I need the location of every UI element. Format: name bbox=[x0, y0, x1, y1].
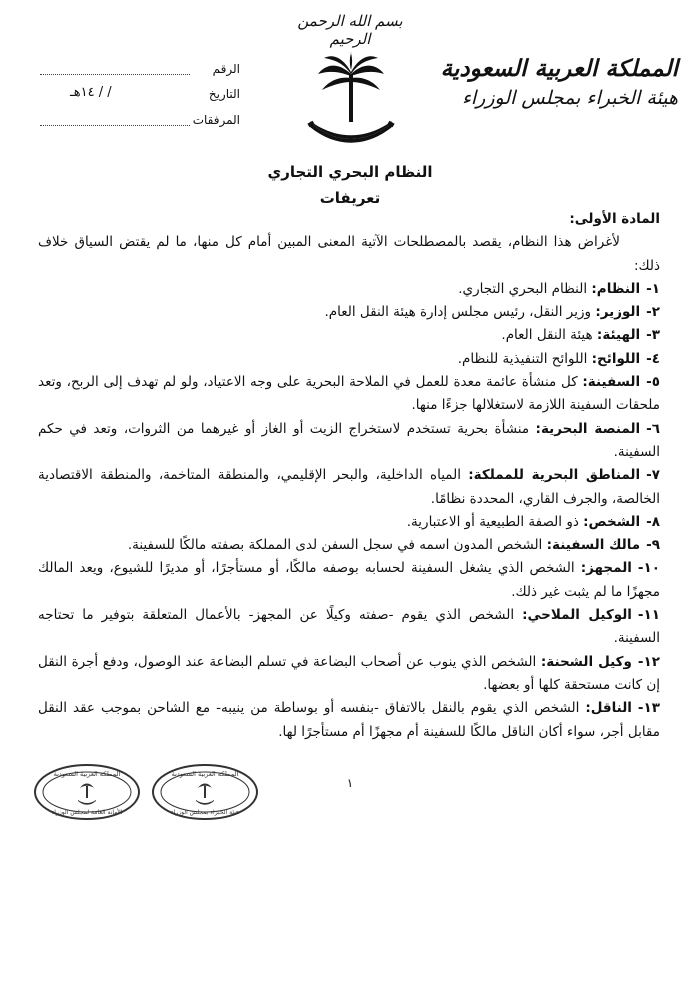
definition-item bbox=[38, 371, 660, 418]
attachments-field bbox=[40, 113, 240, 133]
definition-number: ١١- bbox=[637, 607, 660, 624]
definition-number: ٣- bbox=[646, 327, 660, 344]
definition-term: المناطق البحرية للمملكة: bbox=[468, 467, 641, 484]
definition-number: ١٣- bbox=[637, 700, 660, 717]
experts-stamp bbox=[150, 762, 260, 822]
reference-field bbox=[40, 62, 240, 82]
date-value: / / ١٤هـ bbox=[70, 85, 112, 100]
attachments-line bbox=[40, 125, 190, 126]
definition-term: الناقل: bbox=[585, 700, 632, 717]
definition-number: ٥- bbox=[646, 374, 660, 391]
secretariat-stamp bbox=[32, 762, 142, 822]
definition-text: وزير النقل، رئيس مجلس إدارة هيئة النقل العام. bbox=[324, 304, 592, 321]
definition-number: ٨- bbox=[646, 513, 660, 530]
article-intro: لأغراض هذا النظام، يقصد بالمصطلحات الآتية المعنى المبين أمام كل منها، ما لم يقتض السياق خلاف ذلك: bbox=[38, 234, 660, 274]
definition-term: اللوائح: bbox=[591, 350, 641, 367]
definition-term: الوزير: bbox=[595, 304, 641, 321]
bismillah: بسم الله الرحمن الرحيم bbox=[297, 12, 403, 48]
definition-term: المجهز: bbox=[580, 560, 632, 577]
stamp-left-bottom: الأمانة العامة لمجلس الوزراء bbox=[51, 809, 123, 816]
definition-text: المياه الداخلية، والبحر الإقليمي، والمنطقة المتاخمة، والمنطقة الاقتصادية الخالصة، والجرف القاري، المحددة نظامًا. bbox=[38, 467, 660, 507]
stamp-left-top: المملكة العربية السعودية bbox=[53, 770, 121, 778]
definition-number: ٩- bbox=[646, 537, 660, 554]
kingdom-name: المملكة العربية السعودية bbox=[440, 55, 678, 82]
authority-name: هيئة الخبراء بمجلس الوزراء bbox=[461, 87, 678, 109]
definition-item bbox=[38, 534, 660, 557]
definition-item bbox=[38, 278, 660, 301]
definition-item bbox=[38, 557, 660, 604]
definition-item bbox=[38, 604, 660, 651]
definition-number: ١٠- bbox=[637, 560, 660, 577]
definition-number: ١- bbox=[646, 280, 660, 297]
definition-text: اللوائح التنفيذية للنظام. bbox=[457, 350, 588, 367]
definition-term: النظام: bbox=[591, 280, 641, 297]
definition-text: الشخص الذي يشغل السفينة لحسابه بوصفه مالكًا، أو مستأجرًا، أو مديرًا للشيوع، ويعد المالك مجهزًا ما لم يثبت غير ذلك. bbox=[38, 560, 660, 600]
page-number: ١ bbox=[346, 776, 354, 790]
definition-item bbox=[38, 301, 660, 324]
date-field bbox=[40, 87, 240, 107]
definition-number: ١٢- bbox=[637, 653, 661, 670]
reference-label: الرقم bbox=[212, 62, 240, 76]
definition-text: النظام البحري التجاري. bbox=[458, 280, 588, 297]
definition-term: الوكيل الملاحي: bbox=[522, 607, 632, 624]
article-body bbox=[38, 208, 660, 744]
document-title: النظام البحري التجاري bbox=[267, 163, 433, 181]
stamp-right-bottom: هيئة الخبراء بمجلس الوزراء bbox=[170, 809, 240, 816]
definition-term: المنصة البحرية: bbox=[535, 420, 641, 437]
definition-item bbox=[38, 697, 660, 744]
definition-item bbox=[38, 464, 660, 511]
definition-item bbox=[38, 418, 660, 465]
definition-item bbox=[38, 651, 660, 698]
definitions-list bbox=[38, 278, 660, 744]
date-label: التاريخ bbox=[208, 87, 240, 101]
definition-term: مالك السفينة: bbox=[546, 537, 641, 554]
definition-number: ٧- bbox=[646, 467, 660, 484]
article-heading: المادة الأولى: bbox=[569, 211, 660, 227]
definition-term: وكيل الشحنة: bbox=[540, 653, 632, 670]
definition-item bbox=[38, 348, 660, 371]
definition-item bbox=[38, 511, 660, 534]
definition-text: الشخص الذي يقوم بالنقل بالاتفاق -بنفسه أو بوساطة من ينيبه- مع الشاحن بموجب عقد النقل مقابل أجر، سواء أكان الناقل مالكًا للسفينة أم مجهزًا أم مستأجرًا لها. bbox=[38, 700, 660, 740]
definition-text: منشأة بحرية تستخدم لاستخراج الزيت أو الغاز أو غيرهما من الثروات، وتعد في حكم السفينة. bbox=[38, 420, 660, 460]
definition-text: الشخص الذي يقوم -صفته وكيلًا عن المجهز- بالأعمال المتعلقة بتوفير ما تحتاجه السفينة. bbox=[38, 607, 660, 647]
definition-item bbox=[38, 324, 660, 347]
definition-text: الشخص الذي ينوب عن أصحاب البضاعة في تسلم البضاعة عند الوصول، ودفع أجرة النقل إن كانت مستحقة كلها أو بعضها. bbox=[38, 653, 660, 693]
saudi-emblem-icon bbox=[306, 52, 396, 147]
reference-line bbox=[40, 74, 190, 75]
definition-text: كل منشأة عائمة معدة للعمل في الملاحة البحرية على وجه الاعتياد، ولو لم تهدف إلى الربح، وتعد ملحقات السفينة اللازمة لاستغلالها جزءًا منها. bbox=[38, 374, 660, 414]
attachments-label: المرفقات bbox=[192, 113, 240, 127]
definition-number: ٦- bbox=[646, 420, 660, 437]
definition-term: الشخص: bbox=[583, 513, 641, 530]
definition-number: ٤- bbox=[646, 350, 660, 367]
definition-text: هيئة النقل العام. bbox=[501, 327, 593, 344]
stamp-right-top: المملكة العربية السعودية bbox=[171, 770, 239, 778]
definition-term: السفينة: bbox=[582, 374, 641, 391]
definition-number: ٢- bbox=[646, 304, 660, 321]
definition-text: الشخص المدون اسمه في سجل السفن لدى المملكة بصفته مالكًا للسفينة. bbox=[127, 537, 543, 554]
definition-text: ذو الصفة الطبيعية أو الاعتبارية. bbox=[406, 513, 579, 530]
definition-term: الهيئة: bbox=[596, 327, 641, 344]
document-subtitle: تعريفات bbox=[319, 189, 381, 207]
